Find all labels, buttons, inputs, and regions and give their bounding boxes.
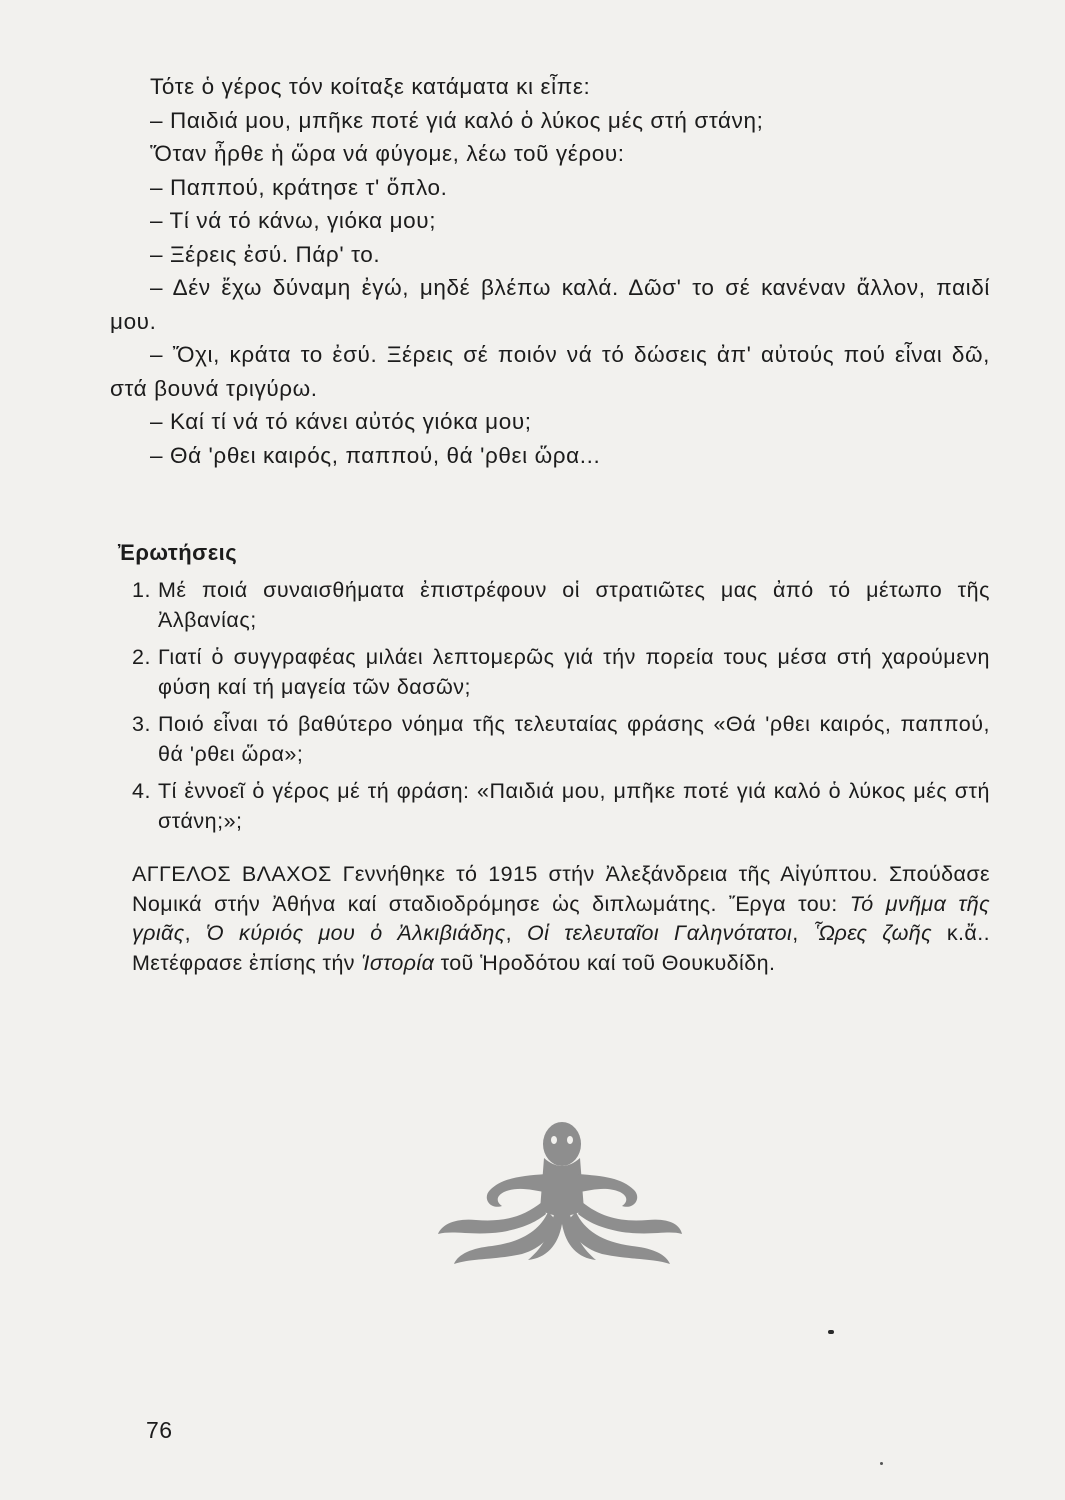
dialogue-line: Τότε ὁ γέρος τόν κοίταξε κατάματα κι εἶπε: [150, 74, 591, 99]
dialogue-line: – Παιδιά μου, μπῆκε ποτέ γιά καλό ὁ λύκος μές στή στάνη; [150, 107, 764, 133]
bio-separator: , [792, 921, 814, 945]
dialogue-line: – Παππού, κράτησε τ' ὅπλο. [150, 174, 448, 200]
bio-separator: , [505, 921, 527, 945]
dialogue-line: – Καί τί νά τό κάνει αὐτός γιόκα μου; [150, 409, 532, 434]
question-number: 4. [132, 779, 151, 803]
questions-list [132, 575, 990, 843]
question-text: Μέ ποιά συναισθήματα ἐπιστρέφουν οἱ στρατιῶτες μας ἀπό τό μέτωπο τῆς Ἀλβανίας; [158, 578, 990, 632]
work-title: Ὧρες ζωῆς [813, 921, 932, 945]
question-item [132, 575, 990, 635]
author-biography [132, 860, 990, 978]
bio-separator: , [184, 921, 206, 945]
work-title: Ἱστορία [361, 950, 435, 975]
scan-artifact [828, 1330, 834, 1334]
work-title: Οἱ τελευταῖοι Γαληνότατοι [526, 921, 793, 945]
dialogue-line: – Θά 'ρθει καιρός, παππού, θά 'ρθει ὥρα... [150, 442, 601, 468]
question-number: 3. [132, 712, 151, 736]
dialogue-line: – Δέν ἔχω δύναμη ἐγώ, μηδέ βλέπω καλά. Δῶσ' το σέ κανέναν ἄλλον, παιδί μου. [110, 275, 990, 334]
bio-text: κ.ἄ.. Μετέφρασε ἐπίσης τήν [132, 921, 990, 975]
dialogue-line: – Ξέρεις ἐσύ. Πάρ' το. [150, 241, 381, 267]
dialogue-line: – Τί νά τό κάνω, γιόκα μου; [150, 208, 437, 233]
questions-heading: Ἐρωτήσεις [118, 540, 238, 565]
bio-text: τοῦ Ἡροδότου καί τοῦ Θουκυδίδη. [434, 950, 776, 975]
scan-artifact [880, 1462, 883, 1465]
question-number: 1. [132, 578, 151, 602]
question-item [132, 642, 990, 702]
question-item [132, 776, 990, 836]
dialogue-line: – Ὄχι, κράτα το ἐσύ. Ξέρεις σέ ποιόν νά τό δώσεις ἀπ' αὐτούς πού εἶναι δῶ, στά βουνά τριγύρω. [110, 342, 990, 401]
work-title: Τό μνῆμα τῆς γριᾶς [132, 891, 991, 945]
dialogue-block [110, 70, 990, 472]
page-number: 76 [146, 1417, 173, 1443]
question-item [132, 709, 990, 769]
question-text: Τί ἐννοεῖ ὁ γέρος μέ τή φράση: «Παιδιά μου, μπῆκε ποτέ γιά καλό ὁ λύκος μές στή στάνη;»; [158, 779, 990, 833]
work-title: Ὁ κύριός μου ὁ Ἀλκιβιάδης [205, 921, 506, 945]
question-text: Ποιό εἶναι τό βαθύτερο νόημα τῆς τελευταίας φράσης «Θά 'ρθει καιρός, παππού, θά 'ρθει ὥρα»; [158, 712, 990, 766]
ornament-shape [438, 1122, 682, 1264]
dialogue-line: Ὅταν ἦρθε ἡ ὥρα νά φύγομε, λέω τοῦ γέρου: [150, 141, 625, 166]
question-number: 2. [132, 645, 151, 669]
question-text: Γιατί ὁ συγγραφέας μιλάει λεπτομερῶς γιά τήν πορεία τους μέσα στή χαρούμενη φύση καί τή μαγεία τῶν δασῶν; [158, 645, 990, 699]
octopus-ornament-icon [432, 1118, 682, 1268]
bio-text: ΑΓΓΕΛΟΣ ΒΛΑΧΟΣ Γεννήθηκε τό 1915 στήν Ἀλεξάνδρεια τῆς Αἰγύπτου. Σπούδασε Νομικά στήν Ἀθήνα καί σταδιοδρόμησε ὡς διπλωμάτης. Ἔργα του: [132, 862, 990, 916]
